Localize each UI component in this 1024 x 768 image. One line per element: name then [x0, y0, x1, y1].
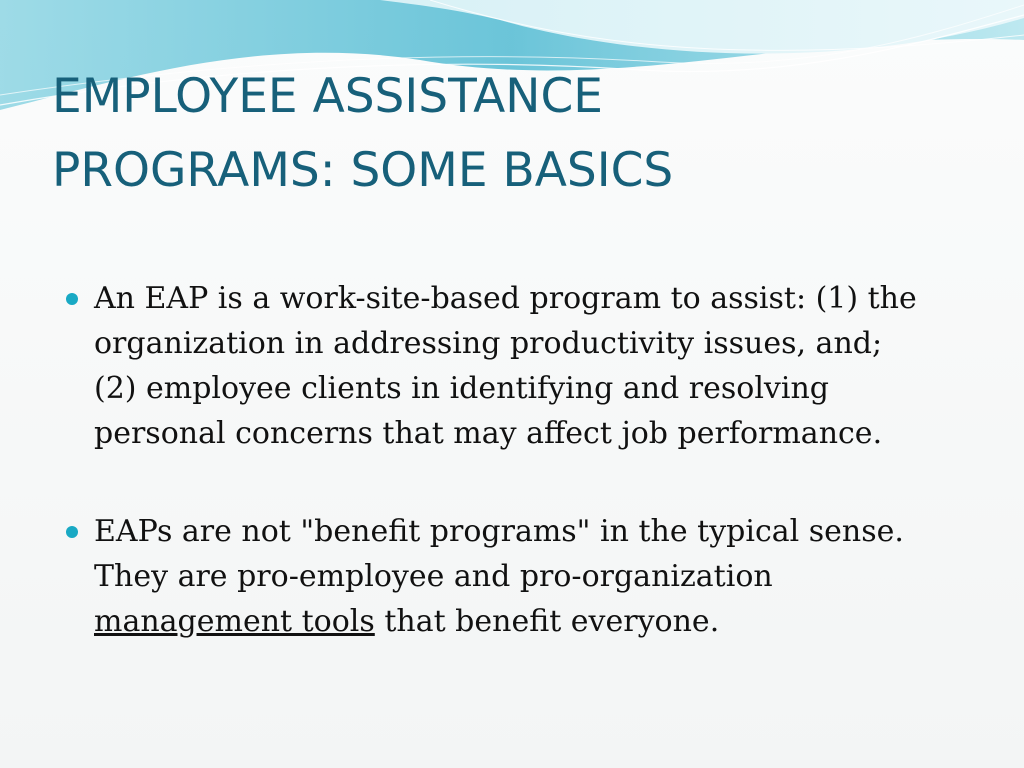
underlined-phrase: management tools [94, 604, 375, 639]
bullet-list [62, 276, 962, 697]
title-line-2: PROGRAMS: SOME BASICS [52, 143, 674, 198]
slide-title [52, 60, 952, 208]
bullet-2-line-1: EAPs are not "benefit programs" in the typical sense. [94, 514, 904, 549]
bullet-1-line-4: personal concerns that may affect job performance. [94, 416, 883, 451]
bullet-1-line-3: (2) employee clients in identifying and resolving [94, 371, 829, 406]
bullet-2-line-3-rest: that benefit everyone. [374, 604, 720, 639]
bullet-2-line-3 [94, 599, 962, 644]
bullet-item-not-benefit-programs [62, 509, 962, 644]
bullet-2-line-2: They are pro-employee and pro-organization [94, 559, 773, 594]
circle-bullet-icon [66, 293, 78, 305]
circle-bullet-icon [66, 526, 78, 538]
title-line-1: EMPLOYEE ASSISTANCE [52, 69, 603, 124]
bullet-1-line-1: An EAP is a work-site-based program to assist: (1) the [94, 281, 917, 316]
bullet-1-line-2: organization in addressing productivity issues, and; [94, 326, 883, 361]
bullet-item-eap-definition [62, 276, 962, 456]
